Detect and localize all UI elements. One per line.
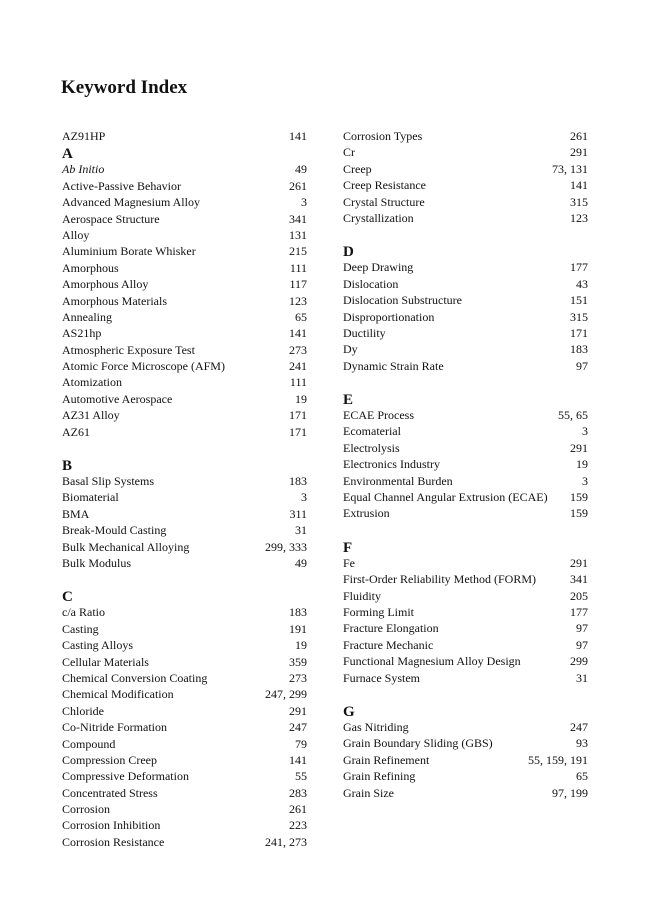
index-term: BMA (62, 506, 90, 521)
index-term: Automotive Aerospace (62, 391, 173, 406)
page-numbers: 273 (289, 670, 307, 685)
page-numbers: 183 (570, 342, 588, 357)
page-numbers: 299 (570, 654, 588, 669)
page-numbers: 31 (295, 523, 307, 538)
index-entry (343, 261, 588, 274)
index-entry (343, 787, 588, 800)
index-term: ECAE Process (343, 408, 414, 423)
index-term: Fe (343, 555, 355, 570)
page-numbers: 247, 299 (265, 687, 307, 702)
index-entry (62, 524, 307, 537)
index-entry (62, 508, 307, 521)
page-numbers: 315 (570, 309, 588, 324)
page-numbers: 55, 159, 191 (528, 752, 588, 767)
index-entry (343, 573, 588, 586)
index-entry (62, 770, 307, 783)
index-term: Grain Boundary Sliding (GBS) (343, 736, 493, 751)
page-numbers: 151 (570, 293, 588, 308)
index-entry (343, 737, 588, 750)
index-term: Casting (62, 621, 99, 636)
page-numbers: 261 (289, 178, 307, 193)
index-term: Amorphous Alloy (62, 277, 149, 292)
page-numbers: 183 (289, 474, 307, 489)
index-entry (62, 491, 307, 504)
index-entry (62, 163, 307, 176)
index-entry (343, 491, 588, 504)
page-numbers: 31 (576, 670, 588, 685)
page-numbers: 73, 131 (552, 161, 588, 176)
page-numbers: 291 (289, 703, 307, 718)
index-entry (343, 360, 588, 373)
page-numbers: 341 (289, 211, 307, 226)
index-entry (62, 311, 307, 324)
index-term: Bulk Mechanical Alloying (62, 539, 190, 554)
index-term: Aerospace Structure (62, 211, 160, 226)
index-entry (62, 754, 307, 767)
page-numbers: 241 (289, 359, 307, 374)
index-term: Break-Mould Casting (62, 523, 167, 538)
index-column-left (62, 130, 307, 852)
index-entry (62, 360, 307, 373)
index-entry (62, 196, 307, 209)
index-entry (62, 213, 307, 226)
index-entry (62, 278, 307, 291)
index-entry (343, 458, 588, 471)
section-spacer (343, 524, 588, 540)
index-entry (343, 163, 588, 176)
index-entry (343, 146, 588, 159)
page-numbers: 97 (576, 621, 588, 636)
page-numbers: 177 (570, 604, 588, 619)
index-term: First-Order Reliability Method (FORM) (343, 572, 536, 587)
page-numbers: 43 (576, 276, 588, 291)
page-numbers: 65 (295, 309, 307, 324)
section-letter-d: D (343, 244, 354, 261)
index-term: Functional Magnesium Alloy Design (343, 654, 521, 669)
index-term: Bulk Modulus (62, 555, 132, 570)
index-entry (343, 327, 588, 340)
index-entry (62, 245, 307, 258)
page-numbers: 223 (289, 818, 307, 833)
page-numbers: 159 (570, 506, 588, 521)
index-term: Furnace System (343, 670, 420, 685)
index-term: Compound (62, 736, 116, 751)
index-term: Dislocation (343, 276, 399, 291)
page-numbers: 97 (576, 358, 588, 373)
index-entry (62, 475, 307, 488)
index-term: Deep Drawing (343, 260, 414, 275)
section-letter-f: F (343, 539, 353, 556)
index-entry (343, 343, 588, 356)
page-numbers: 247 (289, 720, 307, 735)
index-entry (343, 409, 588, 422)
index-entry (62, 541, 307, 554)
page-numbers: 49 (295, 555, 307, 570)
index-term: Ecomaterial (343, 424, 401, 439)
index-entry (62, 229, 307, 242)
page-numbers: 183 (289, 605, 307, 620)
index-entry (62, 262, 307, 275)
page-numbers: 111 (289, 375, 307, 390)
page-numbers: 215 (289, 244, 307, 259)
index-entry (343, 425, 588, 438)
index-entry (343, 672, 588, 685)
index-entry (343, 130, 588, 143)
page-numbers: 291 (570, 555, 588, 570)
index-term: c/a Ratio (62, 605, 105, 620)
index-term: Alloy (62, 227, 90, 242)
index-term: Corrosion (62, 802, 110, 817)
index-term: Creep (343, 161, 372, 176)
index-term: Cr (343, 145, 355, 160)
index-term: Forming Limit (343, 604, 415, 619)
section-letter-b: B (62, 458, 73, 475)
page-numbers: 359 (289, 654, 307, 669)
page-numbers: 141 (289, 129, 307, 143)
index-term: Corrosion Inhibition (62, 818, 161, 833)
index-entry (62, 803, 307, 816)
page-numbers: 291 (570, 145, 588, 160)
page-numbers: 311 (289, 506, 307, 521)
page-numbers: 3 (582, 473, 588, 488)
index-term: Creep Resistance (343, 178, 426, 193)
page-numbers: 273 (289, 342, 307, 357)
page-numbers: 3 (582, 424, 588, 439)
page-numbers: 261 (570, 129, 588, 143)
section-spacer (62, 442, 307, 458)
page-numbers: 283 (289, 785, 307, 800)
page-numbers: 141 (289, 752, 307, 767)
index-term: Cellular Materials (62, 654, 149, 669)
index-entry (343, 294, 588, 307)
index-term: Electronics Industry (343, 457, 440, 472)
index-entry (62, 787, 307, 800)
page-numbers: 341 (570, 572, 588, 587)
index-entry (62, 295, 307, 308)
page-numbers: 79 (295, 736, 307, 751)
index-term: Extrusion (343, 506, 390, 521)
index-entry (343, 590, 588, 603)
page-numbers: 19 (576, 457, 588, 472)
page-numbers: 171 (570, 325, 588, 340)
index-term: Active-Passive Behavior (62, 178, 181, 193)
index-term: AS21hp (62, 326, 102, 341)
page-numbers: 19 (295, 638, 307, 653)
index-term: Dy (343, 342, 358, 357)
section-spacer (343, 228, 588, 244)
index-term: Crystallization (343, 210, 414, 225)
index-term: Environmental Burden (343, 473, 453, 488)
index-entry (343, 606, 588, 619)
page-numbers: 171 (289, 408, 307, 423)
index-term: Gas Nitriding (343, 719, 409, 734)
index-entry (62, 180, 307, 193)
index-term: Biomaterial (62, 490, 119, 505)
index-term: Crystal Structure (343, 194, 425, 209)
page-numbers: 191 (289, 621, 307, 636)
index-term: Corrosion Resistance (62, 834, 165, 849)
index-entry (62, 705, 307, 718)
index-entry (343, 507, 588, 520)
index-entry (343, 622, 588, 635)
index-entry (62, 738, 307, 751)
index-term: Ab Initio (62, 162, 105, 177)
index-term: Chemical Conversion Coating (62, 670, 208, 685)
page-numbers: 315 (570, 194, 588, 209)
index-term: Grain Refining (343, 769, 416, 784)
page-numbers: 55, 65 (558, 408, 588, 423)
page-numbers: 111 (289, 260, 307, 275)
page-numbers: 261 (289, 802, 307, 817)
section-spacer (343, 376, 588, 392)
index-entry (343, 655, 588, 668)
index-term: AZ31 Alloy (62, 408, 120, 423)
page-numbers: 97, 199 (552, 785, 588, 800)
index-entry (343, 754, 588, 767)
index-term: Dynamic Strain Rate (343, 358, 444, 373)
index-entry (62, 376, 307, 389)
index-term: Dislocation Substructure (343, 293, 462, 308)
index-entry (343, 196, 588, 209)
section-spacer (62, 573, 307, 589)
page-numbers: 159 (570, 490, 588, 505)
page-numbers: 291 (570, 440, 588, 455)
page-numbers: 123 (570, 210, 588, 225)
index-term: Advanced Magnesium Alloy (62, 195, 200, 210)
index-entry (62, 344, 307, 357)
index-term: Ductility (343, 325, 386, 340)
index-term: Concentrated Stress (62, 785, 158, 800)
index-entry (62, 836, 307, 849)
index-term: Grain Refinement (343, 752, 430, 767)
index-entry (343, 639, 588, 652)
page-numbers: 177 (570, 260, 588, 275)
index-entry (62, 819, 307, 832)
index-entry (62, 557, 307, 570)
index-term: AZ91HP (62, 129, 106, 143)
index-term: Co-Nitride Formation (62, 720, 167, 735)
index-term: Fracture Elongation (343, 621, 439, 636)
index-term: Amorphous (62, 260, 119, 275)
index-entry (343, 557, 588, 570)
index-term: Casting Alloys (62, 638, 134, 653)
index-entry (343, 721, 588, 734)
section-letter-c: C (62, 589, 73, 606)
section-letter-g: G (343, 703, 355, 720)
section-letter-a: A (62, 146, 73, 163)
page-numbers: 241, 273 (265, 834, 307, 849)
page-numbers: 55 (295, 769, 307, 784)
index-entry (343, 770, 588, 783)
index-term: Fluidity (343, 588, 382, 603)
page-title: Keyword Index (61, 77, 188, 98)
index-term: Atomization (62, 375, 122, 390)
index-entry (62, 721, 307, 734)
index-entry (343, 278, 588, 291)
page-numbers: 93 (576, 736, 588, 751)
page-numbers: 123 (289, 293, 307, 308)
page-numbers: 299, 333 (265, 539, 307, 554)
index-entry (343, 442, 588, 455)
index-term: Electrolysis (343, 440, 400, 455)
index-entry (62, 393, 307, 406)
page-numbers: 117 (289, 277, 307, 292)
index-entry (62, 656, 307, 669)
index-entry (343, 311, 588, 324)
index-term: Aluminium Borate Whisker (62, 244, 196, 259)
index-entry (62, 688, 307, 701)
index-term: Annealing (62, 309, 112, 324)
index-entry (62, 623, 307, 636)
index-term: Disproportionation (343, 309, 435, 324)
index-term: Chemical Modification (62, 687, 174, 702)
index-entry (62, 409, 307, 422)
index-entry (62, 327, 307, 340)
index-entry (62, 606, 307, 619)
index-term: Atomic Force Microscope (AFM) (62, 359, 225, 374)
page-numbers: 3 (301, 490, 307, 505)
index-term: Atmospheric Exposure Test (62, 342, 195, 357)
index-term: AZ61 (62, 424, 90, 439)
index-column-right (343, 130, 588, 803)
section-spacer (343, 688, 588, 704)
page-numbers: 49 (295, 162, 307, 177)
page-numbers: 65 (576, 769, 588, 784)
index-term: Corrosion Types (343, 129, 423, 143)
index-term: Amorphous Materials (62, 293, 167, 308)
page-numbers: 19 (295, 391, 307, 406)
page-numbers: 97 (576, 637, 588, 652)
index-entry (62, 426, 307, 439)
index-term: Fracture Mechanic (343, 637, 434, 652)
index-entry (62, 639, 307, 652)
page-numbers: 3 (301, 195, 307, 210)
index-term: Grain Size (343, 785, 394, 800)
page-numbers: 247 (570, 719, 588, 734)
index-term: Equal Channel Angular Extrusion (ECAE) (343, 490, 548, 505)
index-entry (343, 475, 588, 488)
page-numbers: 141 (570, 178, 588, 193)
section-letter-e: E (343, 392, 354, 409)
index-term: Chloride (62, 703, 104, 718)
index-term: Basal Slip Systems (62, 474, 155, 489)
index-entry (62, 130, 307, 143)
page-numbers: 205 (570, 588, 588, 603)
page-numbers: 171 (289, 424, 307, 439)
index-term: Compressive Deformation (62, 769, 189, 784)
index-term: Compression Creep (62, 752, 157, 767)
index-entry (343, 212, 588, 225)
index-entry (343, 179, 588, 192)
index-entry (62, 672, 307, 685)
page-numbers: 131 (289, 227, 307, 242)
page-numbers: 141 (289, 326, 307, 341)
